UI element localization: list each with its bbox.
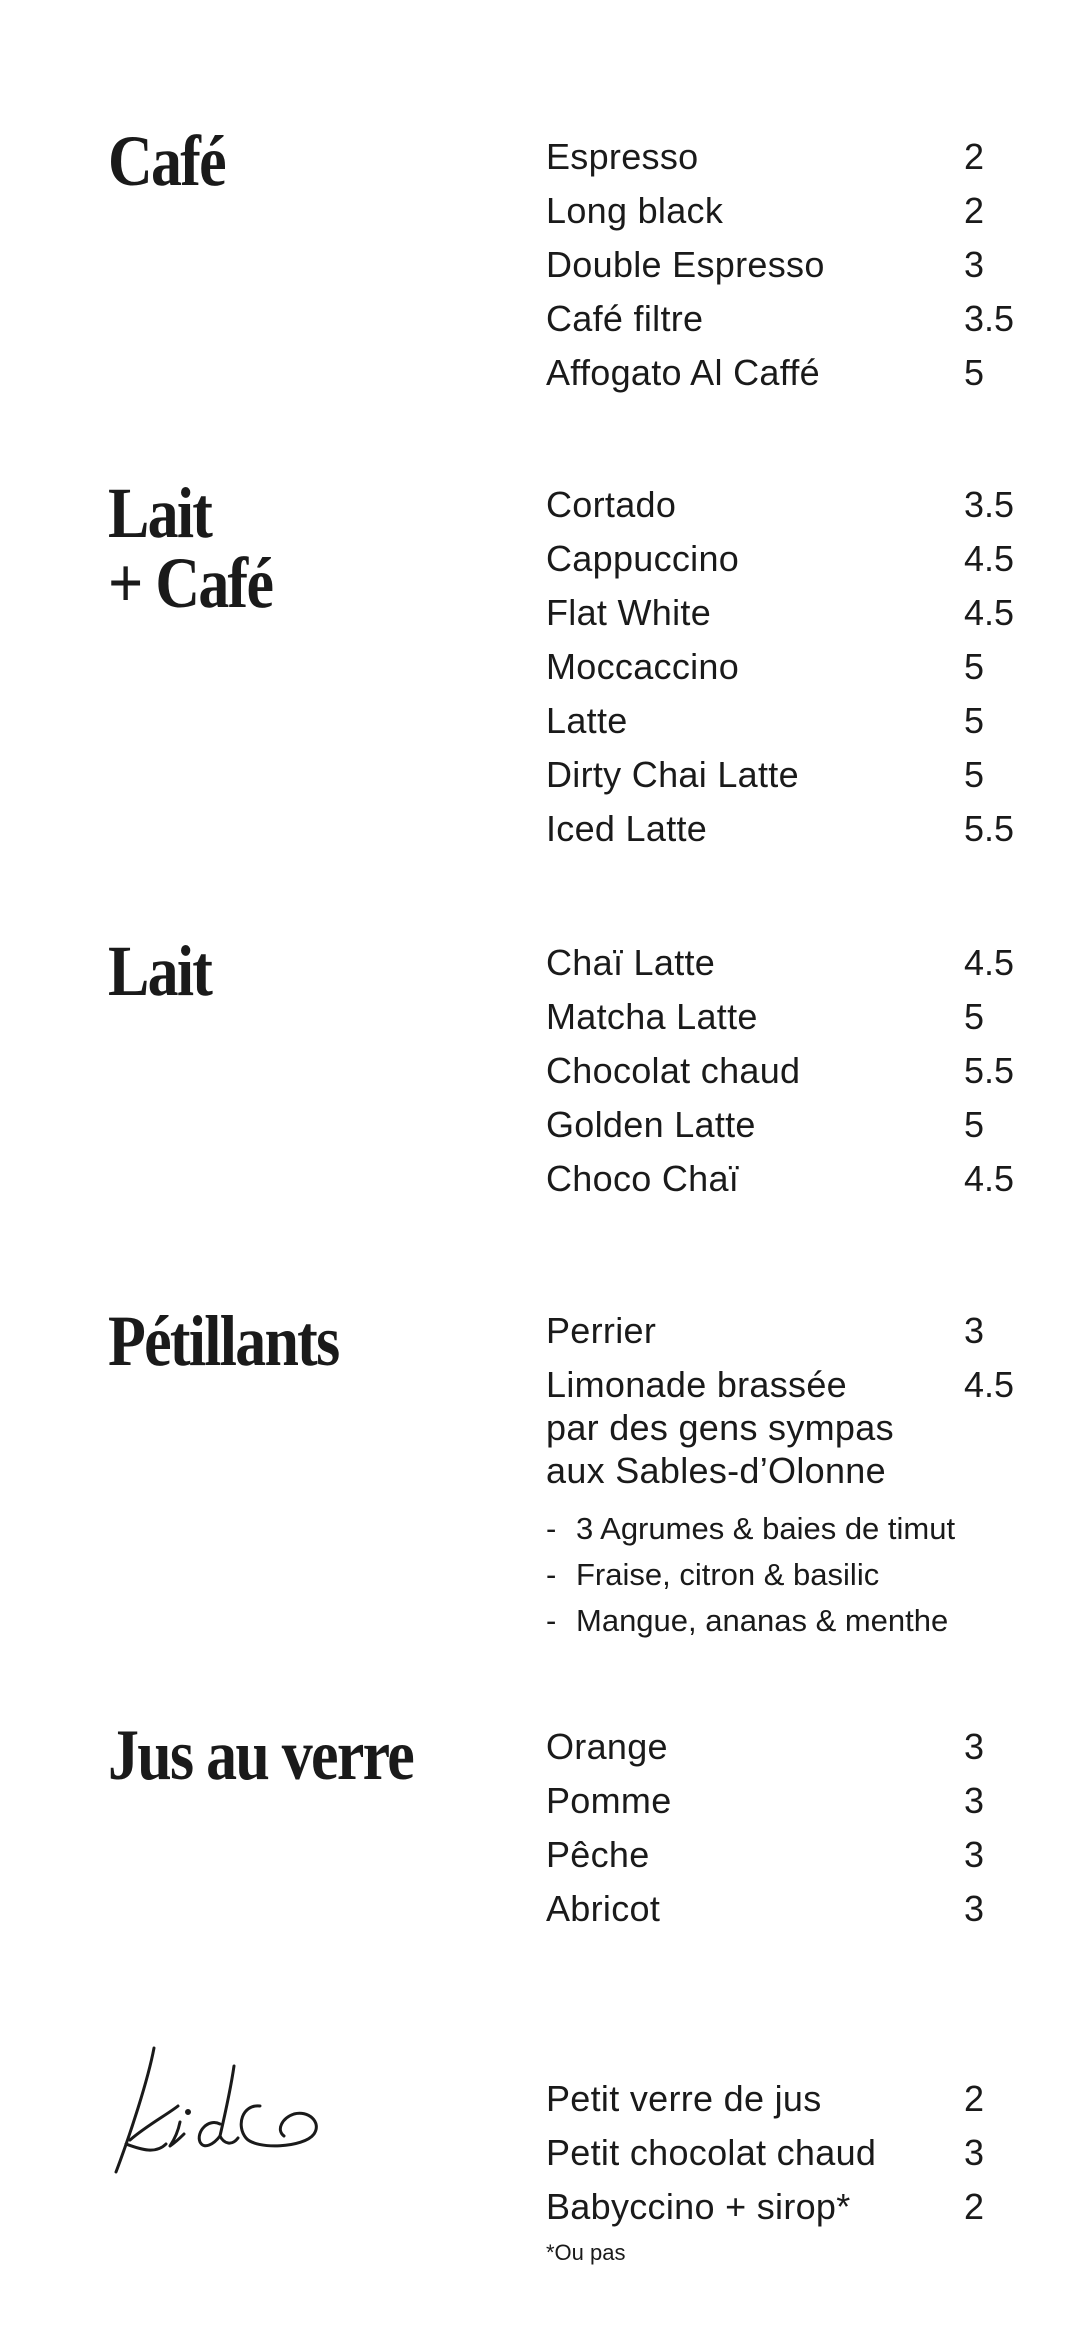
menu-item	[546, 130, 1046, 184]
item-price: 3	[964, 1888, 985, 1929]
item-name: Limonade brassée par des gens sympas aux Sables-d’Olonne	[546, 1364, 894, 1491]
menu-item	[546, 1882, 1046, 1936]
menu-item	[546, 1098, 1046, 1152]
item-price: 4.5	[964, 942, 1015, 983]
item-price: 2	[964, 136, 985, 177]
menu-item	[546, 346, 1046, 400]
item-price: 4.5	[964, 592, 1015, 633]
section-title: Lait	[108, 931, 212, 1011]
item-list	[546, 936, 1046, 1206]
flavor-item: - Fraise, citron & basilic	[546, 1552, 1046, 1598]
menu-item	[546, 1774, 1046, 1828]
menu-item	[546, 694, 1046, 748]
item-price: 5	[964, 996, 985, 1037]
item-name: Golden Latte	[546, 1104, 756, 1145]
item-price: 3	[964, 1780, 985, 1821]
flavor-item: - Mangue, ananas & menthe	[546, 1598, 1046, 1644]
menu-item	[546, 1044, 1046, 1098]
item-price: 3.5	[964, 484, 1015, 525]
item-price: 5.5	[964, 808, 1015, 849]
item-price: 5	[964, 646, 985, 687]
item-price: 3	[964, 2132, 985, 2173]
menu-item	[546, 532, 1046, 586]
item-name: Double Espresso	[546, 244, 825, 285]
menu-item	[546, 238, 1046, 292]
item-price: 3	[964, 1726, 985, 1767]
item-name: Petit chocolat chaud	[546, 2132, 877, 2173]
item-name: Affogato Al Caffé	[546, 352, 820, 393]
menu-item	[546, 748, 1046, 802]
item-price: 3	[964, 1310, 985, 1351]
item-name: Petit verre de jus	[546, 2078, 822, 2119]
flavor-item: - 3 Agrumes & baies de timut	[546, 1506, 1046, 1552]
item-price: 5	[964, 1104, 985, 1145]
menu-item	[546, 586, 1046, 640]
item-list	[546, 2072, 1046, 2268]
flavor-list	[546, 1506, 1046, 1644]
item-name: Pomme	[546, 1780, 672, 1821]
item-name: Café filtre	[546, 298, 704, 339]
item-price: 3	[964, 1834, 985, 1875]
item-price: 2	[964, 2186, 985, 2227]
item-name: Chocolat chaud	[546, 1050, 801, 1091]
item-price: 2	[964, 190, 985, 231]
item-name: Iced Latte	[546, 808, 708, 849]
item-name: Perrier	[546, 1310, 657, 1351]
item-list	[546, 478, 1046, 856]
menu-item	[546, 640, 1046, 694]
item-name: Orange	[546, 1726, 668, 1767]
item-price: 4.5	[964, 1364, 1015, 1405]
item-price: 3.5	[964, 298, 1015, 339]
menu-item	[546, 292, 1046, 346]
item-name: Moccaccino	[546, 646, 740, 687]
section-title: Lait + Café	[108, 473, 273, 623]
item-price: 5	[964, 352, 985, 393]
item-list	[546, 1720, 1046, 1936]
menu-item	[546, 478, 1046, 532]
item-list	[546, 130, 1046, 400]
item-price: 4.5	[964, 1158, 1015, 1199]
item-name: Abricot	[546, 1888, 661, 1929]
item-price: 2	[964, 2078, 985, 2119]
item-name: Choco Chaï	[546, 1158, 740, 1199]
menu-item	[546, 1152, 1046, 1206]
item-name: Latte	[546, 700, 628, 741]
item-name: Cappuccino	[546, 538, 740, 579]
item-name: Matcha Latte	[546, 996, 758, 1037]
menu-item	[546, 1720, 1046, 1774]
item-name: Dirty Chai Latte	[546, 754, 799, 795]
item-name: Cortado	[546, 484, 677, 525]
item-price: 4.5	[964, 538, 1015, 579]
item-price: 5.5	[964, 1050, 1015, 1091]
item-name: Espresso	[546, 136, 699, 177]
item-price: 3	[964, 244, 985, 285]
item-list	[546, 1304, 1046, 1644]
footnote: *Ou pas	[546, 2240, 626, 2265]
menu-item	[546, 936, 1046, 990]
menu-item	[546, 1828, 1046, 1882]
item-price: 5	[964, 754, 985, 795]
kids-handwritten-logo	[108, 2040, 348, 2180]
item-price: 5	[964, 700, 985, 741]
item-name: Pêche	[546, 1834, 650, 1875]
item-name: Flat White	[546, 592, 712, 633]
menu-item	[546, 2126, 1046, 2180]
item-name: Babyccino + sirop*	[546, 2186, 851, 2227]
menu-item	[546, 184, 1046, 238]
section-title: Pétillants	[108, 1301, 339, 1381]
section-title: Jus au verre	[108, 1715, 413, 1795]
item-name: Chaï Latte	[546, 942, 716, 983]
menu-item	[546, 990, 1046, 1044]
menu-item	[546, 1358, 1046, 1498]
menu-item	[546, 2072, 1046, 2126]
menu-item	[546, 802, 1046, 856]
section-title: Café	[108, 121, 225, 201]
item-name: Long black	[546, 190, 724, 231]
menu-item	[546, 2180, 1046, 2234]
menu-item	[546, 1304, 1046, 1358]
